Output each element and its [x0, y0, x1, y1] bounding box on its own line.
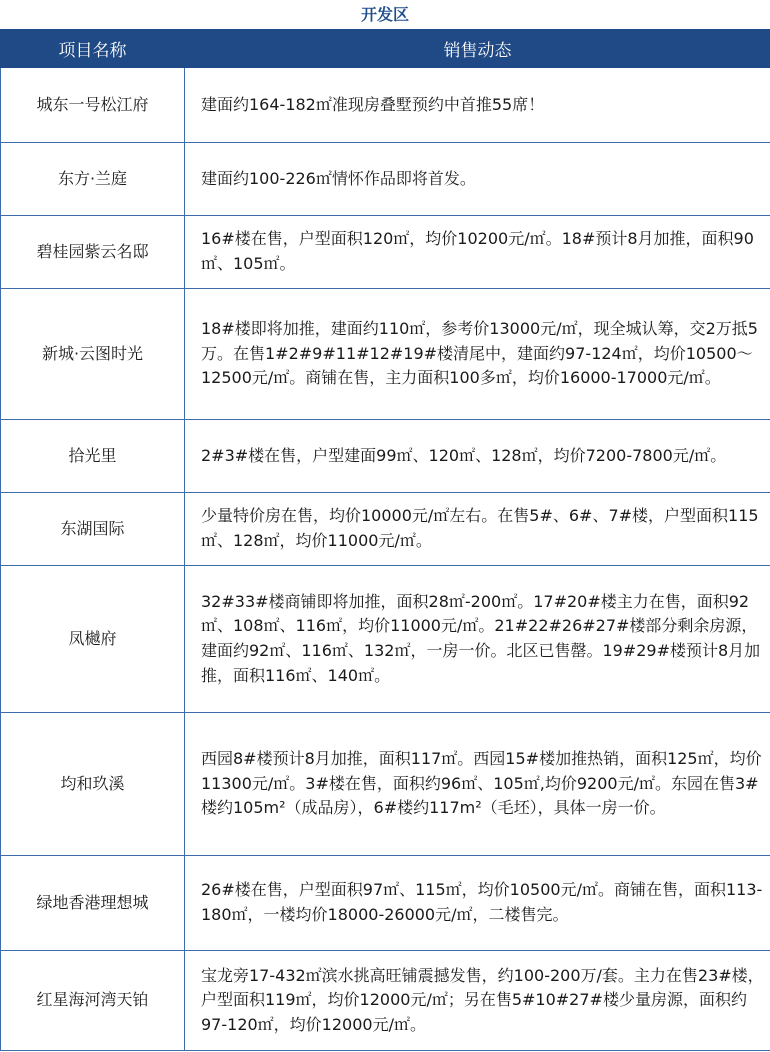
sales-status: 18#楼即将加推，建面约110㎡，参考价13000元/㎡，现全城认筹，交2万抵5万。在售1#2#9#11#12#19#楼清尾中，建面约97-124㎡，均价10500～12500元/㎡。商铺在售，主力面积100多㎡，均价16000-17000元/㎡。	[185, 289, 770, 420]
table-header-row	[1, 30, 770, 68]
table-row	[1, 420, 770, 493]
sales-status: 宝龙旁17-432㎡滨水挑高旺铺震撼发售，约100-200万/套。主力在售23#楼，户型面积119㎡，均价12000元/㎡；另在售5#10#27#楼少量房源，面积约97-120㎡，均价12000元/㎡。	[185, 951, 770, 1051]
sales-status: 16#楼在售，户型面积120㎡，均价10200元/㎡。18#预计8月加推，面积90㎡、105㎡。	[185, 216, 770, 289]
header-sales-status: 销售动态	[185, 30, 770, 68]
header-project-name: 项目名称	[1, 30, 185, 68]
project-name: 拾光里	[1, 420, 185, 493]
project-name: 绿地香港理想城	[1, 856, 185, 951]
table-row	[1, 566, 770, 713]
table-row	[1, 143, 770, 216]
project-name: 均和玖溪	[1, 713, 185, 856]
project-name: 城东一号松江府	[1, 68, 185, 143]
table-row	[1, 289, 770, 420]
table-row	[1, 856, 770, 951]
table-row	[1, 951, 770, 1051]
sales-status: 西园8#楼预计8月加推，面积117㎡。西园15#楼加推热销，面积125㎡，均价11300元/㎡。3#楼在售，面积约96㎡、105㎡,均价9200元/㎡。东园在售3#楼约105m²（成品房），6#楼约117m²（毛坯），具体一房一价。	[185, 713, 770, 856]
sales-status: 建面约164-182㎡准现房叠墅预约中首推55席！	[185, 68, 770, 143]
table-row	[1, 68, 770, 143]
project-name: 碧桂园紫云名邸	[1, 216, 185, 289]
table-row	[1, 713, 770, 856]
project-name: 凤樾府	[1, 566, 185, 713]
table-row	[1, 216, 770, 289]
sales-status: 少量特价房在售，均价10000元/㎡左右。在售5#、6#、7#楼，户型面积115㎡、128㎡，均价11000元/㎡。	[185, 493, 770, 566]
project-name: 红星海河湾天铂	[1, 951, 185, 1051]
sales-status: 建面约100-226㎡情怀作品即将首发。	[185, 143, 770, 216]
sales-status: 2#3#楼在售，户型建面99㎡、120㎡、128㎡，均价7200-7800元/㎡。	[185, 420, 770, 493]
sales-status: 32#33#楼商铺即将加推，面积28㎡-200㎡。17#20#楼主力在售，面积92㎡、108㎡、116㎡，均价11000元/㎡。21#22#26#27#楼部分剩余房源，建面约92㎡、116㎡、132㎡，一房一价。北区已售罄。19#29#楼预计8月加推，面积116㎡、140㎡。	[185, 566, 770, 713]
table-row	[1, 493, 770, 566]
project-name: 东方·兰庭	[1, 143, 185, 216]
sales-status: 26#楼在售，户型面积97㎡、115㎡，均价10500元/㎡。商铺在售，面积113-180㎡，一楼均价18000-26000元/㎡，二楼售完。	[185, 856, 770, 951]
project-name: 新城·云图时光	[1, 289, 185, 420]
project-name: 东湖国际	[1, 493, 185, 566]
sales-table	[0, 29, 770, 1051]
district-title: 开发区	[360, 5, 409, 24]
